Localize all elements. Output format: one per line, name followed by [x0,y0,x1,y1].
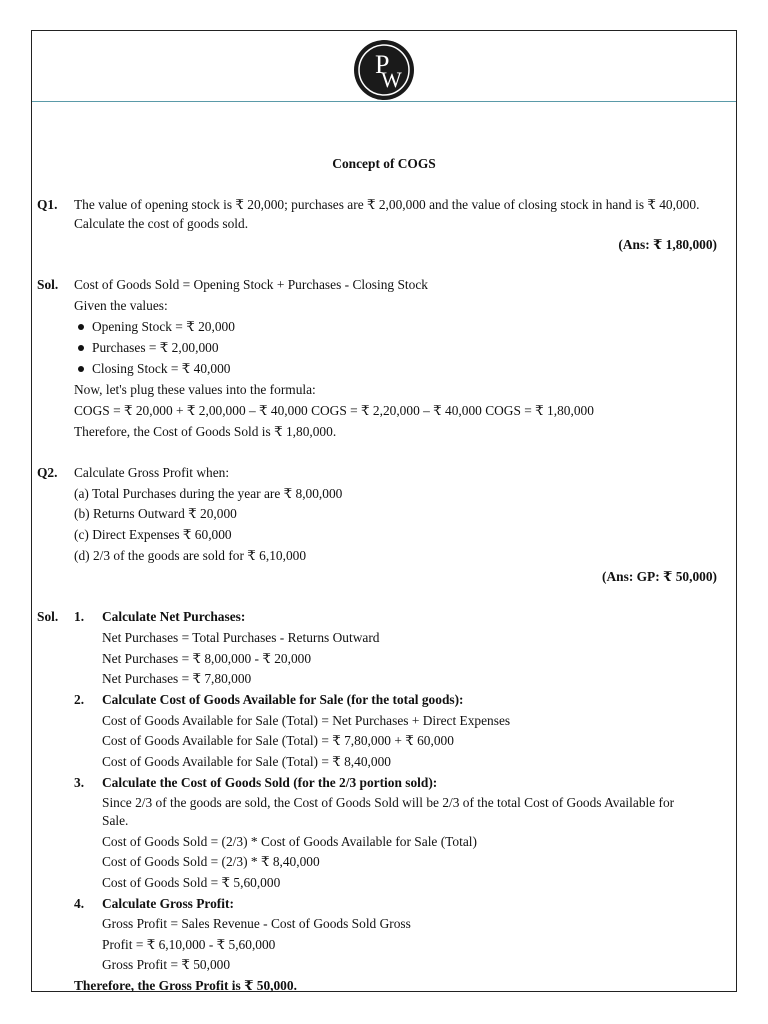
step-heading: Calculate Net Purchases: [102,609,246,624]
s1-bullet-1: Opening Stock = ₹ 20,000 [92,319,235,334]
logo-letter-w: W [381,67,402,92]
q1-label: Q1. [37,197,58,212]
logo-letter-p: P [375,50,390,79]
s2-conclusion: Therefore, the Gross Profit is ₹ 50,000. [74,978,297,993]
pw-logo [354,40,414,100]
step-heading: Calculate Cost of Goods Available for Sale (for the total goods): [102,692,464,707]
step-heading: Calculate the Cost of Goods Sold (for the 2/3 portion sold): [102,775,438,790]
step-number: 2. [74,692,85,707]
s1-plug: Now, let's plug these values into the formula: [74,382,316,397]
q1-text-line-1: The value of opening stock is ₹ 20,000; purchases are ₹ 2,00,000 and the value of closing stock in hand is ₹ 40,000. [74,197,700,212]
step-line: Cost of Goods Sold = (2/3) * ₹ 8,40,000 [102,854,320,869]
step-line: Profit = ₹ 6,10,000 - ₹ 5,60,000 [102,937,276,952]
q2-item-c: (c) Direct Expenses ₹ 60,000 [74,527,232,542]
page-frame [31,30,737,992]
step-line: Gross Profit = Sales Revenue - Cost of Goods Sold Gross [102,916,411,931]
q2-text: Calculate Gross Profit when: [74,465,230,480]
step-line: Net Purchases = ₹ 7,80,000 [102,671,252,686]
s1-given: Given the values: [74,298,168,313]
step-line: Cost of Goods Sold = (2/3) * Cost of Goods Available for Sale (Total) [102,834,477,849]
s1-formula: Cost of Goods Sold = Opening Stock + Purchases - Closing Stock [74,277,428,292]
q1-answer: (Ans: ₹ 1,80,000) [618,237,717,252]
page-header [32,31,736,102]
s2-label: Sol. [37,609,59,624]
step-line: Cost of Goods Available for Sale (Total) = ₹ 7,80,000 + ₹ 60,000 [102,733,454,748]
q1-text-line-2: Calculate the cost of goods sold. [74,216,249,231]
bullet-dot [78,345,84,351]
step-line: Since 2/3 of the goods are sold, the Cost of Goods Sold will be 2/3 of the total Cost of Goods Available for [102,795,675,810]
step-line: Net Purchases = ₹ 8,00,000 - ₹ 20,000 [102,651,312,666]
step-line: Cost of Goods Available for Sale (Total) = ₹ 8,40,000 [102,754,391,769]
q2-label: Q2. [37,465,58,480]
q2-item-d: (d) 2/3 of the goods are sold for ₹ 6,10,000 [74,548,307,563]
bullet-dot [78,366,84,372]
bullet-dot [78,324,84,330]
step-heading: Calculate Gross Profit: [102,896,234,911]
step-line: Gross Profit = ₹ 50,000 [102,957,231,972]
step-number: 1. [74,609,85,624]
q2-answer: (Ans: GP: ₹ 50,000) [602,569,717,584]
step-number: 3. [74,775,85,790]
q2-item-b: (b) Returns Outward ₹ 20,000 [74,506,237,521]
s1-bullet-3: Closing Stock = ₹ 40,000 [92,361,231,376]
step-line: Cost of Goods Available for Sale (Total) = Net Purchases + Direct Expenses [102,713,511,728]
step-number: 4. [74,896,85,911]
step-line: Sale. [102,813,129,828]
step-line: Cost of Goods Sold = ₹ 5,60,000 [102,875,281,890]
s1-label: Sol. [37,277,59,292]
s1-conclusion: Therefore, the Cost of Goods Sold is ₹ 1,80,000. [74,424,337,439]
page-title: Concept of COGS [332,156,436,171]
s1-bullet-2: Purchases = ₹ 2,00,000 [92,340,219,355]
s1-calc: COGS = ₹ 20,000 + ₹ 2,00,000 – ₹ 40,000 COGS = ₹ 2,20,000 – ₹ 40,000 COGS = ₹ 1,80,000 [74,403,594,418]
q2-item-a: (a) Total Purchases during the year are ₹ 8,00,000 [74,486,343,501]
step-line: Net Purchases = Total Purchases - Returns Outward [102,630,380,645]
